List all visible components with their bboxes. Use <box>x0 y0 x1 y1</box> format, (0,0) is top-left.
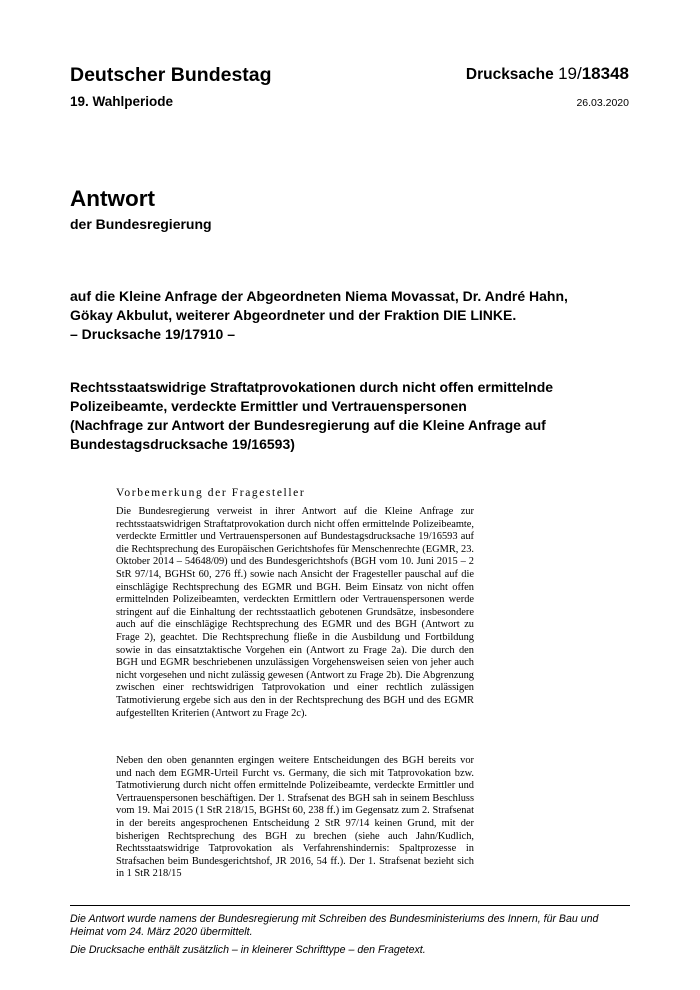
drucksache-number <box>466 64 629 84</box>
drucksache-number-prefix: 19/ <box>558 64 582 83</box>
footer-divider <box>70 905 630 906</box>
topic-line: Bundestagsdrucksache 19/16593) <box>70 436 295 452</box>
vorbemerkung-heading: Vorbemerkung der Fragesteller <box>116 487 306 499</box>
document-date: 26.03.2020 <box>576 97 629 109</box>
document-title: Antwort <box>70 186 155 211</box>
drucksache-number-main: 18348 <box>581 64 629 83</box>
topic-title <box>70 378 640 454</box>
anfrage-line: auf die Kleine Anfrage der Abgeordneten Niema Movassat, Dr. André Hahn, <box>70 288 568 304</box>
footer-note: Die Antwort wurde namens der Bundesregierung mit Schreiben des Bundesministeriums des Innern, für Bau und Heimat vom 24. März 2020 übermittelt. <box>70 913 599 938</box>
document-subtitle: der Bundesregierung <box>70 216 212 232</box>
anfrage-line: – Drucksache 19/17910 – <box>70 326 236 342</box>
topic-line: Rechtsstaatswidrige Straftatprovokationen durch nicht offen ermittelnde <box>70 379 554 395</box>
topic-line: (Nachfrage zur Antwort der Bundesregierung auf die Kleine Anfrage auf <box>70 417 546 433</box>
body-paragraph: Die Bundesregierung verweist in ihrer Antwort auf die Kleine Anfrage zur rechtsstaatswidrigen Straftatprovokation durch nicht offen ermittelnde Polizeibeamte, verdeckte Ermittler und Vertrauenspersonen auf Bundestagsdrucksache 19/16593 auf die Rechtsprechung des Europäischen Gerichtshofes für Menschenrechte (EGMR, 23. Oktober 2014 – 54648/09) und des Bundesgerichtshofs (BGH vom 10. Juni 2015 – 2 StR 97/14, BGHSt 60, 276 ff.) sowie nach Ansicht der Fragesteller pauschal auf die einschlägige Rechtsprechung des EGMR und BGH. Beim Einsatz von nicht offen ermittelnden Polizeibeamten, verdeckten Ermittlern oder Vertrauenspersonen werde stringent auf die Einhaltung der rechtsstaatlich gebotenen Grundsätze, insbesondere auch auf die einschlägige Rechtsprechung des EGMR und des BGH (Antwort zu Frage 2), geachtet. Die Rechtsprechung fließe in die Ausbildung und Fortbildung sowie in das einsatztaktische Vorgehen ein (Antwort zu Frage 2a). Die durch den BGH und EGMR beschriebenen unzulässigen Vorgehensweisen seien von jeher auch nicht vorgesehen und nicht zulässig gewesen (Antwort zu Frage 2b). Die Abgrenzung zwischen einer rechtswidrigen Tatprovokation und einer rechtlich zulässigen Tatmotivierung ergebe sich aus den in der Rechtsprechung des BGH und des EGMR aufgestellten Kriterien (Antwort zu Frage 2c). <box>116 506 474 719</box>
body-paragraph: Neben den oben genannten ergingen weitere Entscheidungen des BGH bereits vor und nach dem EGMR-Urteil Furcht vs. Germany, die sich mit Tatprovokation bzw. Tatmotivierung durch nicht offen ermittelnde Polizeibeamte, verdeckte Ermittler und Vertrauenspersonen beschäftigen. Der 1. Strafsenat des BGH sah in seinem Beschluss vom 19. Mai 2015 (1 StR 218/15, BGHSt 60, 238 ff.) im Gegensatz zum 2. Strafsenat in der bereits angesprochenen Entscheidung 2 StR 97/14 keinen Grund, mit der bisherigen Rechtsprechung des BGH zu brechen (siehe auch Jahn/Kudlich, Rechtsstaatswidrige Tatprovokation als Verfahrenshindernis: Spaltprozesse in Strafsachen beim Bundesgerichtshof, JR 2016, 54 ff.). Der 1. Strafsenat bezieht sich in 1 StR 218/15 <box>116 755 474 880</box>
anfrage-block <box>70 287 640 344</box>
topic-line: Polizeibeamte, verdeckte Ermittler und Vertrauenspersonen <box>70 398 467 414</box>
footer-note: Die Drucksache enthält zusätzlich – in kleinerer Schrifttype – den Fragetext. <box>70 944 426 956</box>
institution-name: Deutscher Bundestag <box>70 64 272 86</box>
drucksache-label: Drucksache <box>465 66 554 83</box>
legislative-period: 19. Wahlperiode <box>70 94 174 109</box>
anfrage-line: Gökay Akbulut, weiterer Abgeordneter und der Fraktion DIE LINKE. <box>70 307 517 323</box>
